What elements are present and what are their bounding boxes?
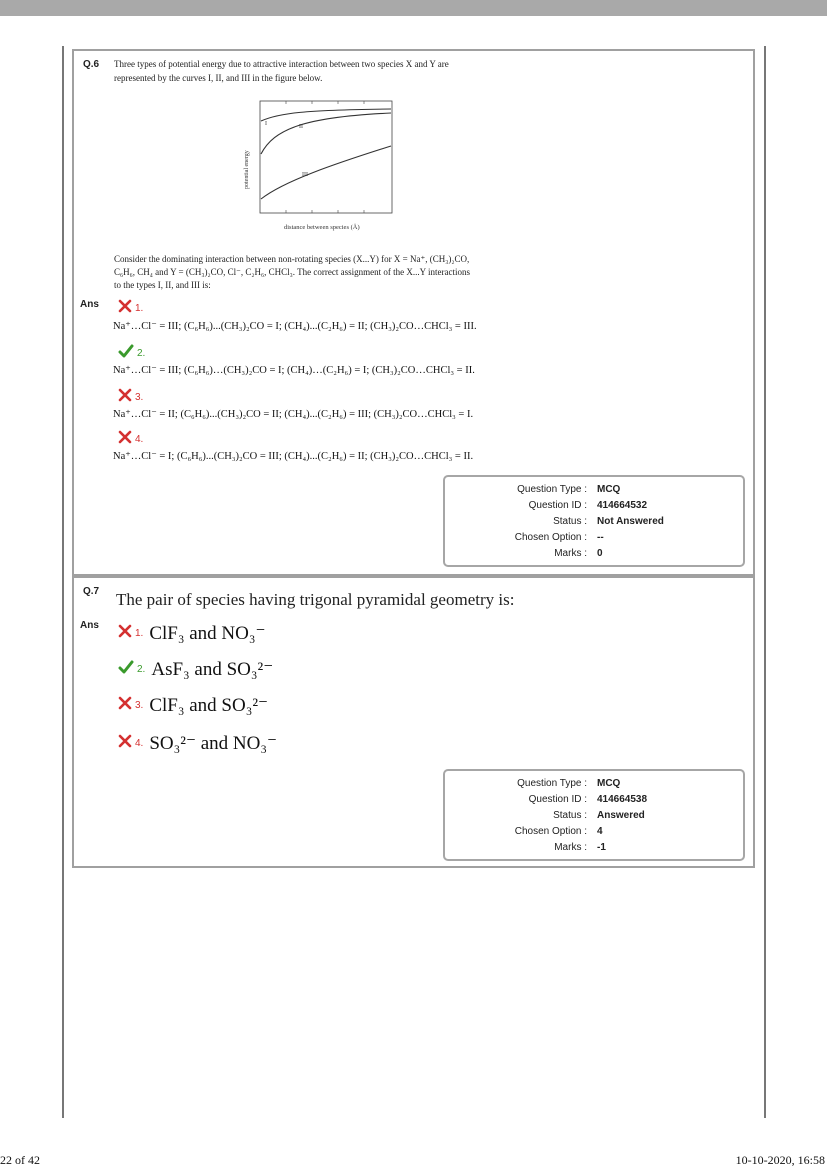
option-1-row: [118, 622, 266, 645]
ans-label: Ans: [80, 620, 99, 631]
chosen-option-label: Chosen Option :: [514, 826, 587, 837]
status-label: Status :: [553, 516, 587, 527]
option-4-number: 4.: [135, 434, 144, 445]
marks-value: 0: [597, 548, 603, 559]
option-2-number: 2.: [137, 348, 146, 359]
wrong-icon: [118, 388, 132, 407]
option-4-number: 4.: [135, 738, 144, 749]
question-id-value: 414664538: [597, 794, 648, 805]
question-type-label: Question Type :: [517, 778, 587, 789]
correct-icon: [118, 344, 134, 363]
chosen-option-value: --: [597, 532, 604, 543]
wrong-icon: [118, 734, 132, 753]
question-id-value: 414664532: [597, 500, 648, 511]
curve-label-iii: III: [302, 172, 308, 178]
question-type-label: Question Type :: [517, 484, 587, 495]
question-stem-line-1: Three types of potential energy due to attractive interaction between two species X and Y are: [114, 59, 449, 69]
option-1-marker: [118, 299, 143, 318]
curve-label-ii: II: [299, 124, 303, 130]
option-3-marker: [118, 388, 143, 407]
wrong-icon: [118, 299, 132, 318]
marks-label: Marks :: [554, 548, 587, 559]
option-3-number: 3.: [135, 700, 144, 711]
marks-value: -1: [597, 842, 606, 853]
question-type-value: MCQ: [597, 484, 621, 495]
question-number: Q.6: [83, 59, 100, 70]
y-axis-label: potential energy: [244, 150, 250, 189]
correct-icon: [118, 660, 134, 679]
potential-energy-figure: [234, 99, 404, 234]
question-context-line-3: to the types I, II, and III is:: [114, 280, 211, 290]
question-info-box: [443, 769, 745, 861]
status-value: Answered: [597, 810, 645, 821]
top-bar: [0, 0, 827, 16]
status-value: Not Answered: [597, 516, 664, 527]
curve-label-i: I: [265, 121, 267, 127]
option-3-text: Na⁺…Cl⁻ = II; (C₆H₆)...(CH₃)₂CO = II; (CH₄)...(C₂H₆) = III; (CH₃)₂CO…CHCl₃ = I.: [113, 409, 474, 420]
question-number: Q.7: [83, 586, 100, 597]
option-4-text: SO₃²⁻ and NO₃⁻: [149, 733, 278, 754]
option-1-number: 1.: [135, 303, 144, 314]
option-4-marker: [118, 430, 143, 449]
option-2-text: AsF₃ and SO₃²⁻: [151, 659, 274, 680]
option-2-marker: [118, 344, 145, 363]
question-info-box: [443, 475, 745, 567]
status-label: Status :: [553, 810, 587, 821]
wrong-icon: [118, 624, 132, 643]
marks-label: Marks :: [554, 842, 587, 853]
question-6-panel: [72, 49, 755, 576]
option-4-text: Na⁺…Cl⁻ = I; (C₆H₆)...(CH₃)₂CO = III; (CH₄)...(C₂H₆) = II; (CH₃)₂CO…CHCl₃ = II.: [113, 451, 474, 462]
x-axis-label: distance between species (Å): [284, 224, 360, 231]
ans-label: Ans: [80, 299, 99, 310]
option-3-row: [118, 694, 268, 717]
option-2-text: Na⁺…Cl⁻ = III; (C₆H₆)…(CH₃)₂CO = I; (CH₄)…(C₂H₆) = I; (CH₃)₂CO…CHCl₃ = II.: [113, 365, 475, 376]
option-4-row: [118, 732, 277, 755]
option-2-row: [118, 658, 273, 681]
option-3-text: ClF₃ and SO₃²⁻: [149, 695, 269, 716]
question-stem: The pair of species having trigonal pyramidal geometry is:: [116, 590, 515, 609]
wrong-icon: [118, 430, 132, 449]
chosen-option-value: 4: [597, 826, 603, 837]
question-id-label: Question ID :: [528, 794, 587, 805]
chosen-option-label: Chosen Option :: [514, 532, 587, 543]
wrong-icon: [118, 696, 132, 715]
question-context-line-1: Consider the dominating interaction between non-rotating species (X...Y) for X = Na⁺, (CH₃)₂CO,: [114, 254, 470, 264]
option-3-number: 3.: [135, 392, 144, 403]
option-2-number: 2.: [137, 664, 146, 675]
option-1-text: ClF₃ and NO₃⁻: [149, 623, 266, 644]
option-1-number: 1.: [135, 628, 144, 639]
question-context-line-2: C₆H₆, CH₄ and Y = (CH₃)₂CO, Cl⁻, C₂H₆, CHCl₃. The correct assignment of the X...Y interactions: [114, 267, 470, 277]
print-datetime: 10-10-2020, 16:58: [735, 1153, 825, 1167]
option-1-text: Na⁺…Cl⁻ = III; (C₆H₆)...(CH₃)₂CO = I; (CH₄)...(C₂H₆) = II; (CH₃)₂CO…CHCl₃ = III.: [113, 321, 477, 332]
page-counter: 22 of 42: [0, 1153, 40, 1167]
question-7-panel: [72, 576, 755, 868]
question-type-value: MCQ: [597, 778, 621, 789]
question-stem-line-2: represented by the curves I, II, and III in the figure below.: [114, 73, 323, 83]
question-id-label: Question ID :: [528, 500, 587, 511]
